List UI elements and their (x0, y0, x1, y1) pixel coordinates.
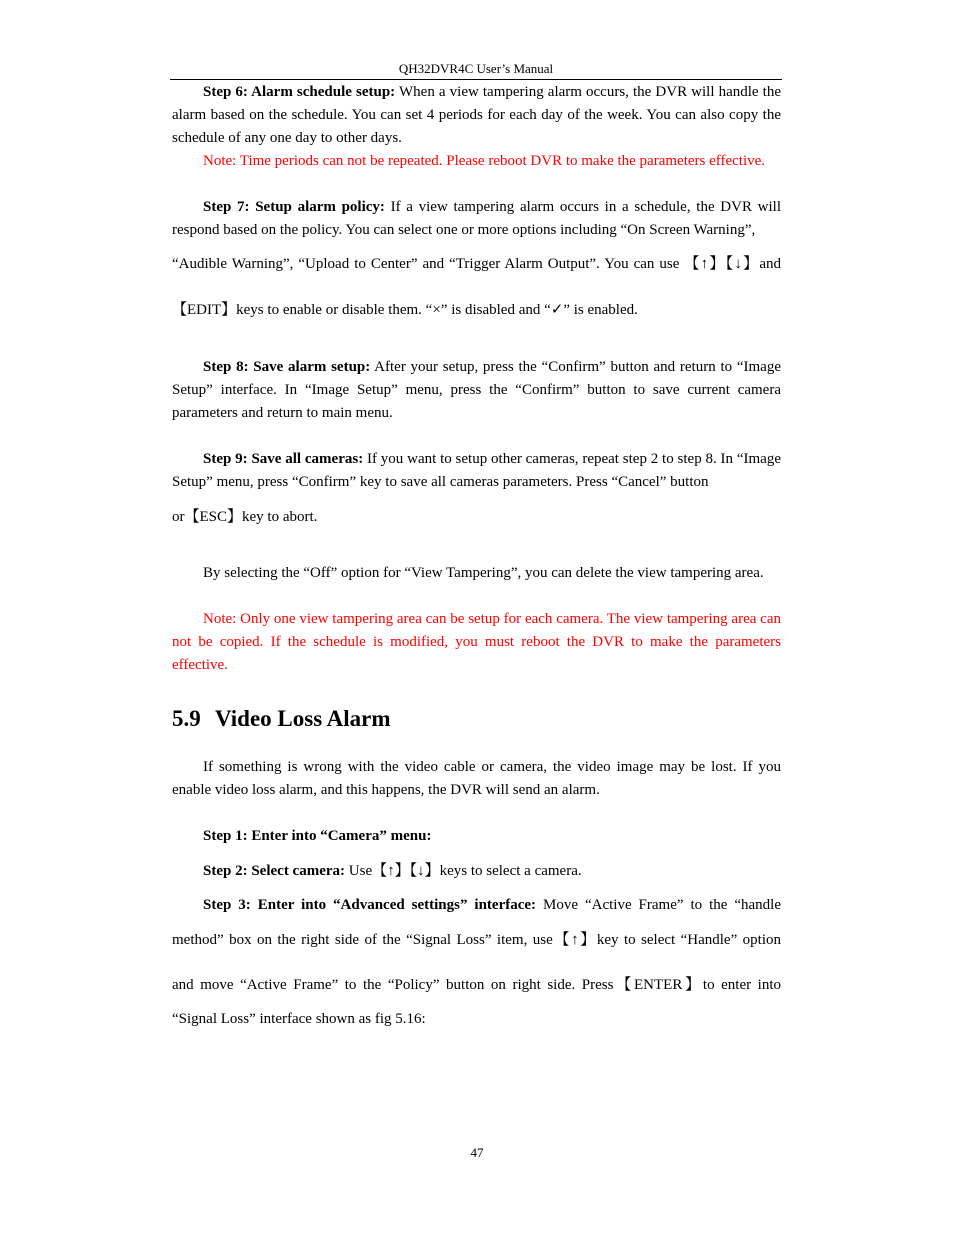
page-header: QH32DVR4C User’s Manual (170, 60, 782, 80)
step8-text: After your setup, press the “Confirm” button and return to “Image Setup” interface. In “Image Setup” menu, press the “Confirm” button to save current camera parameters and return to main menu. (172, 359, 781, 421)
step6-note: Note: Time periods can not be repeated. Please reboot DVR to make the parameters effective. (203, 153, 766, 169)
vl-step3-text: Move “Active Frame” to the “handle (536, 897, 782, 913)
section-title: Video Loss Alarm (215, 706, 391, 731)
step7-text: If a view tampering alarm occurs in a schedule, the DVR will respond based on the policy. You can select one or more options including “On Screen Warning”, (172, 199, 781, 238)
vl-step2 (172, 860, 781, 883)
step8-heading: Step 8: Save alarm setup: (203, 359, 371, 375)
step7-text-line3: 【EDIT】keys to enable or disable them. “×” is disabled and “✓” is enabled. (172, 302, 638, 318)
step6-paragraph (172, 81, 781, 150)
video-loss-intro: If something is wrong with the video cable or camera, the video image may be lost. If you enable video loss alarm, and this happens, the DVR will send an alarm. (172, 759, 781, 798)
vl-step3-line4: “Signal Loss” interface shown as fig 5.16: (172, 1011, 426, 1027)
vl-step2-text: Use【↑】【↓】keys to select a camera. (345, 863, 582, 879)
tampering-note: Note: Only one view tampering area can be setup for each camera. The view tampering area can not be copied. If the schedule is modified, you must reboot the DVR to make the parameters effective. (172, 611, 781, 673)
page-number: 47 (470, 1145, 484, 1160)
step7-heading: Step 7: Setup alarm policy: (203, 199, 385, 215)
page-content (172, 80, 781, 1031)
vl-step1 (172, 825, 781, 848)
step9-text-line3: or【ESC】key to abort. (172, 509, 318, 525)
step8-paragraph (172, 356, 781, 425)
vl-step3-line2: method” box on the right side of the “Signal Loss” item, use【↑】key to select “Handle” option (172, 932, 781, 948)
vl-step3 (172, 894, 781, 917)
vl-step3-line3: and move “Active Frame” to the “Policy” button on right side. Press【ENTER】to enter into (172, 977, 781, 993)
off-option-paragraph: By selecting the “Off” option for “View Tampering”, you can delete the view tampering area. (203, 565, 764, 581)
step9-text: If you want to setup other cameras, repeat step 2 to step 8. In “Image Setup” menu, press “Confirm” key to save all cameras parameters. Press “Cancel” button (172, 451, 781, 490)
step7-text-line2: “Audible Warning”, “Upload to Center” and “Trigger Alarm Output”. You can use 【↑】【↓】and (172, 256, 781, 272)
step7-paragraph (172, 196, 781, 242)
vl-step3-heading: Step 3: Enter into “Advanced settings” interface: (203, 897, 537, 913)
section-heading (172, 704, 781, 734)
vl-step1-heading: Step 1: Enter into “Camera” menu: (203, 828, 432, 844)
step6-text: When a view tampering alarm occurs, the DVR will handle the alarm based on the schedule. You can set 4 periods for each day of the week. You can also copy the schedule of any one day to other days. (172, 84, 781, 146)
section-number: 5.9 (172, 706, 201, 731)
step9-paragraph (172, 448, 781, 494)
step9-heading: Step 9: Save all cameras: (203, 451, 364, 467)
step6-heading: Step 6: Alarm schedule setup: (203, 84, 396, 100)
vl-step2-heading: Step 2: Select camera: (203, 863, 346, 879)
